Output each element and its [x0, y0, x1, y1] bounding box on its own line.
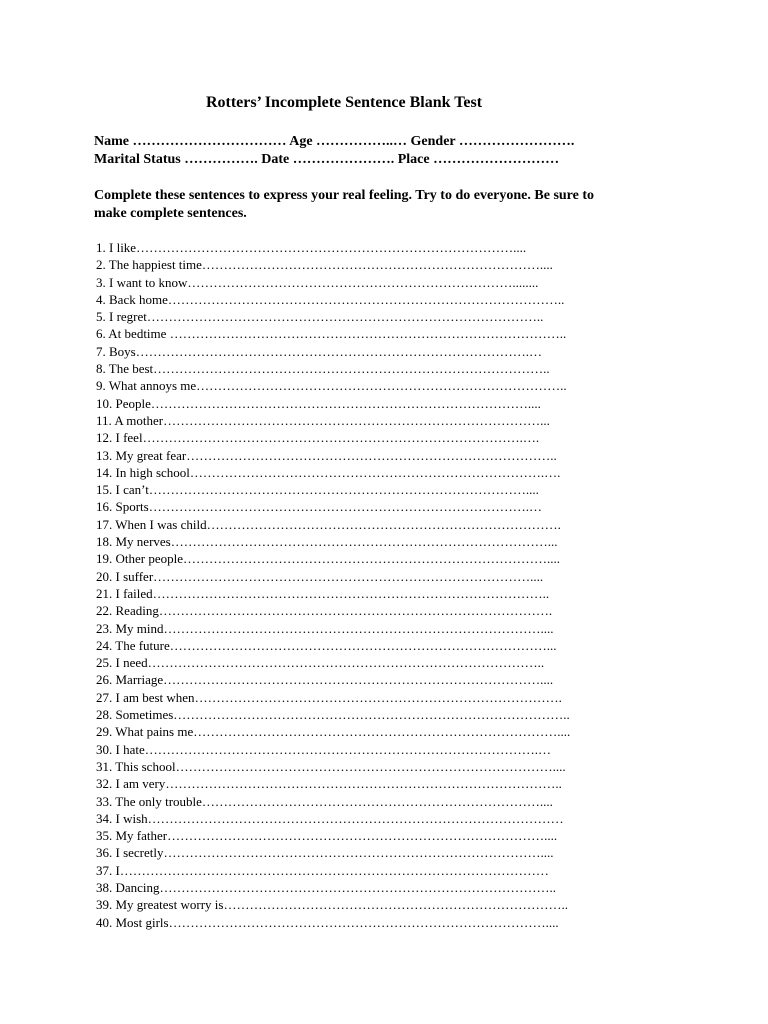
sentence-item [96, 256, 641, 273]
sentence-item [96, 343, 641, 360]
item-number: 3. [96, 274, 106, 290]
item-prompt: Back home [109, 291, 168, 307]
item-prompt: I failed [115, 585, 153, 601]
item-prompt: Marriage [115, 672, 164, 688]
item-number: 1. [96, 240, 106, 255]
item-blank-line: ……………………………………………………………………………………… [119, 862, 549, 878]
item-blank-line: …………………………………………………………………………….... [167, 828, 558, 844]
item-blank-line: ……………………………………………………………………………….. [153, 361, 550, 377]
item-blank-line: …………………………………………………………………………. [194, 689, 562, 705]
sentence-item [96, 498, 641, 515]
item-prompt: When I was child [115, 516, 207, 532]
item-number: 14. [96, 464, 113, 480]
item-blank-line: …………………………………………………………………………….... [150, 395, 541, 411]
sentence-item [96, 758, 641, 775]
item-prompt: I feel [115, 430, 143, 446]
item-blank-line: ………………………………………………………………………….... [193, 724, 571, 740]
sentence-item [96, 602, 641, 619]
sentence-item [96, 810, 641, 827]
sentence-item [96, 377, 641, 394]
item-blank-line: ………………………………………………………………………. [206, 516, 561, 532]
item-blank-line: …………………………………………………………………………….... [153, 568, 544, 584]
item-blank-line: ……………………………………………………………………….…. [189, 464, 561, 480]
item-blank-line: ………………………………………………………………………….. [186, 447, 557, 463]
sentence-item [96, 896, 641, 913]
sentence-item [96, 550, 641, 567]
item-blank-line: …………………………………………………………………….... [201, 257, 553, 273]
item-prompt: I secretly [115, 845, 164, 861]
item-number: 28. [96, 707, 113, 723]
item-number: 19. [96, 551, 113, 567]
item-number: 12. [96, 430, 113, 446]
sentence-item [96, 464, 641, 481]
sentence-item [96, 741, 641, 758]
document-title: Rotters’ Incomplete Sentence Blank Test [205, 94, 483, 111]
item-prompt: A mother [114, 412, 164, 428]
item-prompt: I need [115, 655, 148, 671]
item-blank-line: ……………………………………………………………………………….… [144, 741, 551, 757]
item-number: 22. [96, 603, 113, 619]
item-number: 4. [96, 291, 106, 307]
item-prompt: My father [115, 828, 168, 844]
item-blank-line: …………………………………………………………………………….… [148, 499, 542, 515]
item-number: 6. [96, 326, 106, 342]
sentence-item [96, 291, 641, 308]
item-blank-line: …………………………………………………………………………….…. [142, 430, 540, 446]
item-blank-line: …………………………………………………………………………….... [163, 845, 554, 861]
item-prompt: I suffer [115, 568, 154, 584]
item-number: 15. [96, 482, 113, 498]
item-number: 25. [96, 655, 113, 671]
item-blank-line: …………………………………………………………………………………… [147, 810, 564, 826]
item-blank-line: ………………………………………………………………………….. [196, 378, 567, 394]
info-line-marital-date-place: Marital Status ……………. Date …………………. Place ……………………… [94, 152, 560, 167]
item-blank-line: ……………………………………………………………………………….. [152, 585, 550, 601]
item-blank-line: …………………………………………………………………………….... [148, 482, 539, 498]
item-number: 13. [96, 447, 113, 463]
item-number: 38. [96, 879, 113, 895]
sentence-item [96, 429, 641, 446]
sentence-item [96, 325, 641, 342]
item-prompt: Dancing [115, 879, 160, 895]
item-prompt: I [115, 862, 120, 878]
item-blank-line: ……………………………………………………………………………... [163, 412, 550, 428]
item-blank-line: ……………………………………………………………………………….. [147, 655, 545, 671]
item-prompt: I am best when [115, 689, 195, 705]
item-blank-line: …………………………………………………………………........ [187, 274, 539, 290]
item-prompt: The happiest time [108, 257, 202, 273]
item-number: 32. [96, 776, 113, 792]
sentence-item [96, 914, 641, 931]
item-prompt: What annoys me [108, 378, 197, 394]
item-prompt: My great fear [115, 447, 187, 463]
item-prompt: My greatest worry is [115, 897, 224, 913]
item-blank-line: ……………………………………………………………………………... [170, 534, 558, 550]
item-blank-line: …………………………………………………………………………….... [175, 758, 566, 774]
sentence-item [96, 412, 641, 429]
item-number: 5. [96, 309, 106, 325]
item-blank-line: ……………………………………………………………………………….. [167, 291, 565, 307]
item-blank-line: …………………………………………………………………….. [223, 897, 568, 913]
item-blank-line: ……………………………………………………………………………….. [159, 879, 557, 895]
item-prompt: I want to know [109, 274, 188, 290]
item-number: 24. [96, 637, 113, 653]
item-number: 39. [96, 897, 113, 913]
sentence-item [96, 447, 641, 464]
item-prompt: My mind [115, 620, 164, 636]
sentence-item [96, 516, 641, 533]
info-line-name-age-gender: Name …………………………… Age ……………..… Gender ……………………. [94, 134, 575, 149]
sentence-item [96, 793, 641, 810]
sentence-item [96, 360, 641, 377]
item-prompt: I hate [115, 741, 145, 757]
item-blank-line: ……………………………………………………………………………….. [146, 309, 544, 325]
item-number: 27. [96, 689, 113, 705]
item-prompt: Sometimes [115, 707, 174, 723]
item-blank-line: …………………………………………………………………………….... [163, 672, 554, 688]
item-number: 36. [96, 845, 113, 861]
item-number: 11. [96, 412, 112, 428]
item-number: 20. [96, 568, 113, 584]
item-blank-line: ……………………………………………………………………………….. [173, 707, 570, 723]
sentence-item [96, 654, 641, 671]
sentence-item [96, 671, 641, 688]
item-blank-line: ………………………………………………………………………….... [183, 551, 561, 567]
item-prompt: The future [115, 637, 170, 653]
item-number: 18. [96, 534, 113, 550]
item-prompt: Boys [109, 343, 136, 359]
item-number: 37. [96, 862, 113, 878]
sentence-item [96, 533, 641, 550]
item-blank-line: ………………………………………………………………………………. [158, 603, 553, 619]
item-prompt: My nerves [115, 534, 171, 550]
item-number: 23. [96, 620, 113, 636]
sentence-item [96, 585, 641, 602]
sentence-item [96, 308, 641, 325]
sentence-items-list [96, 239, 641, 931]
item-number: 21. [96, 585, 113, 601]
item-number: 17. [96, 516, 113, 532]
item-number: 9. [96, 378, 106, 394]
item-prompt: This school [115, 758, 176, 774]
sentence-item [96, 620, 641, 637]
item-number: 33. [96, 793, 113, 809]
sentence-item [96, 395, 641, 412]
item-blank-line: ……………………………………………………………………………... [169, 637, 557, 653]
item-prompt: What pains me [115, 724, 194, 740]
sentence-item [96, 274, 641, 291]
sentence-item [96, 568, 641, 585]
sentence-item [96, 879, 641, 896]
item-blank-line: …………………………………………………………………………….... [163, 620, 554, 636]
sentence-item [96, 706, 641, 723]
instructions-paragraph: Complete these sentences to express your real feeling. Try to do everyone. Be sure to make complete sentences. [94, 188, 595, 221]
item-number: 29. [96, 724, 113, 740]
item-prompt: In high school [115, 464, 190, 480]
item-prompt: I am very [115, 776, 166, 792]
item-blank-line: ……………………………………………………………………………….. [169, 326, 567, 342]
item-prompt: Most girls [115, 914, 169, 930]
item-blank-line: …………………………………………………………………….... [201, 793, 553, 809]
item-prompt: Reading [115, 603, 159, 619]
item-number: 8. [96, 361, 106, 377]
item-number: 34. [96, 810, 113, 826]
sentence-item [96, 862, 641, 879]
item-blank-line: …………………………………………………………………………….... [136, 240, 527, 255]
item-blank-line: …………………………………………………………………………….... [168, 914, 559, 930]
item-prompt: The only trouble [115, 793, 202, 809]
sentence-item [96, 689, 641, 706]
item-prompt: At bedtime [108, 326, 170, 342]
item-number: 2. [96, 257, 106, 273]
sentence-item [96, 775, 641, 792]
item-number: 30. [96, 741, 113, 757]
item-prompt: I like [109, 240, 137, 255]
item-number: 16. [96, 499, 113, 515]
item-number: 7. [96, 343, 106, 359]
item-prompt: I can’t [115, 482, 149, 498]
sentence-item [96, 723, 641, 740]
item-prompt: Sports [115, 499, 149, 515]
item-number: 35. [96, 828, 113, 844]
item-blank-line: ……………………………………………………………………………….… [135, 343, 542, 359]
sentence-item [96, 827, 641, 844]
sentence-item [96, 239, 641, 256]
item-prompt: Other people [115, 551, 184, 567]
sentence-item [96, 481, 641, 498]
sentence-item [96, 637, 641, 654]
item-number: 10. [96, 395, 113, 411]
item-prompt: I regret [109, 309, 147, 325]
sentence-item [96, 844, 641, 861]
item-number: 31. [96, 758, 113, 774]
item-blank-line: ……………………………………………………………………………….. [165, 776, 562, 792]
item-prompt: I wish [115, 810, 148, 826]
item-prompt: People [115, 395, 151, 411]
item-number: 40. [96, 914, 113, 930]
item-number: 26. [96, 672, 113, 688]
item-prompt: The best [108, 361, 154, 377]
